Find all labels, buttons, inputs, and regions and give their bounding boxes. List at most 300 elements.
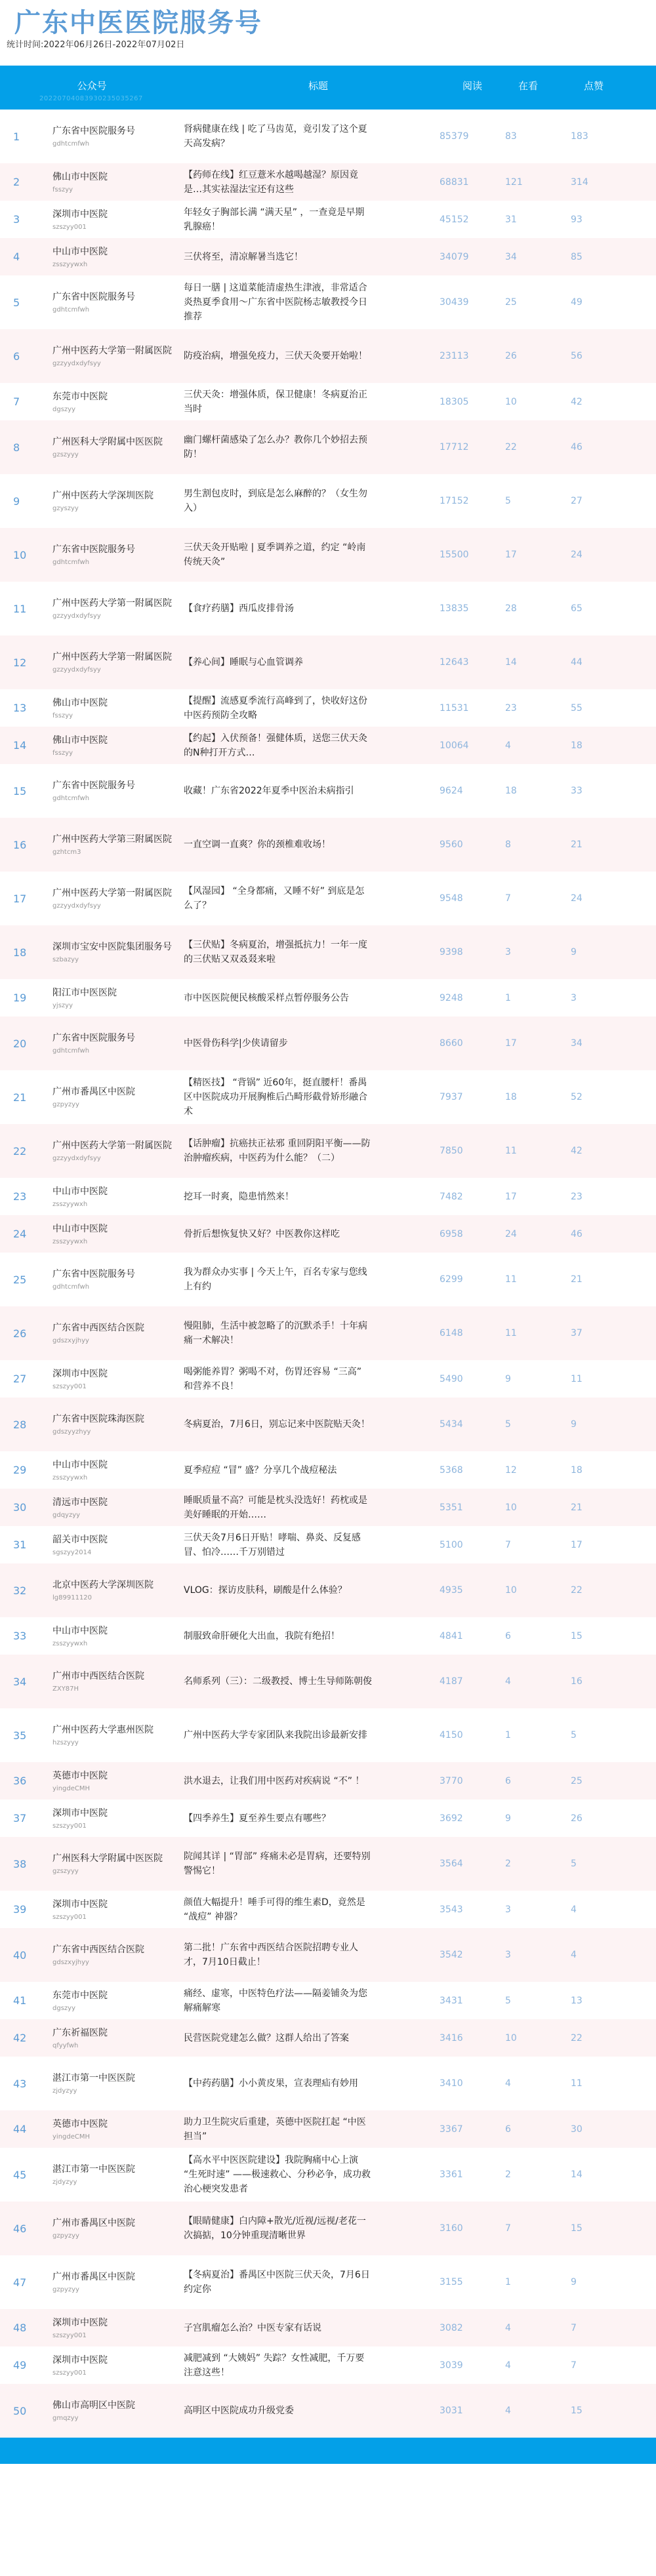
account-name[interactable]: 中山市中医院 [52, 246, 108, 257]
article-title[interactable]: 【高水平中医医院建设】我院胸痛中心上演 “生死时速” ——极速救心、分秒必争，成功救治心梗突发患者 [184, 2155, 371, 2194]
rank-number: 7 [13, 395, 20, 408]
watching-count: 10 [505, 2032, 517, 2043]
article-title[interactable]: 睡眠质量不高？可能是枕头没选好！药枕或是美好睡眠的开始…… [184, 1495, 367, 1520]
account-cell [52, 1942, 184, 1967]
rank-number: 50 [13, 2404, 27, 2417]
account-name[interactable]: 英德市中医院 [52, 1770, 108, 1781]
article-title[interactable]: 三伏将至，清凉解暑当选它！ [184, 251, 303, 262]
account-cell [52, 1458, 184, 1483]
article-title[interactable]: 防疫治病，增强免疫力，三伏天灸要开始啦！ [184, 351, 367, 361]
table-row[interactable] [0, 925, 656, 979]
article-title[interactable]: 【眼睛健康】白内障+散光/近视/远视/老花一次搞掂，10分钟重现清晰世界 [184, 2216, 366, 2241]
table-row[interactable] [0, 329, 656, 383]
account-name[interactable]: 佛山市中医院 [52, 735, 108, 746]
likes-count: 21 [571, 1274, 583, 1285]
account-name[interactable]: 佛山市中医院 [52, 171, 108, 182]
account-cell [52, 207, 184, 232]
reads-count: 30439 [440, 297, 469, 308]
reads-count: 12643 [440, 657, 469, 668]
table-row[interactable] [0, 1762, 656, 1800]
account-name[interactable]: 广州中医药大学深圳医院 [52, 491, 154, 501]
article-title[interactable]: 广州中医药大学专家团队来我院出诊最新安排 [184, 1730, 367, 1741]
reads-count: 10064 [440, 740, 469, 751]
article-title[interactable]: 中医骨伤科学|少侠请留步 [184, 1038, 288, 1049]
article-title[interactable]: 我为群众办实事 | 今天上午，百名专家与您线上有约 [184, 1267, 367, 1292]
date-range: 统计时间:2022年06月26日-2022年07月02日 [7, 40, 185, 50]
table-row[interactable] [0, 1617, 656, 1655]
account-id: gzszyyy [52, 451, 79, 458]
table-row[interactable] [0, 383, 656, 420]
rank-number: 25 [13, 1273, 27, 1286]
table-row[interactable] [0, 635, 656, 689]
likes-count: 37 [571, 1328, 583, 1338]
account-name[interactable]: 广东省中医院服务号 [52, 544, 135, 555]
column-header-watching: 在看 [518, 79, 538, 92]
article-title[interactable]: 市中医医院便民核酸采样点暂停服务公告 [184, 992, 349, 1003]
account-id: szszyy001 [52, 1822, 87, 1830]
account-id: yingdeCMH [52, 1784, 91, 1792]
rank-number: 15 [13, 784, 27, 797]
account-id: gzzyydxdyfsyy [52, 613, 101, 620]
account-name[interactable]: 广州中医药大学第一附属医院 [52, 652, 172, 662]
table-row[interactable] [0, 1016, 656, 1070]
account-id: gzpyzyy [52, 2232, 79, 2240]
likes-count: 34 [571, 1038, 583, 1049]
article-title[interactable]: 【药师在线】红豆薏米水越喝越湿？原因竟是…其实祛湿法宝还有这些 [184, 169, 358, 195]
account-name[interactable]: 广州医科大学附属中医医院 [52, 1853, 163, 1864]
reads-count: 4935 [440, 1585, 463, 1596]
table-row[interactable] [0, 1526, 656, 1563]
column-header-account: 公众号 [77, 79, 107, 92]
table-row[interactable] [0, 2019, 656, 2057]
likes-count: 55 [571, 702, 583, 714]
table-row[interactable] [0, 1360, 656, 1398]
article-title[interactable]: 幽门螺杆菌感染了怎么办？教你几个妙招去预防！ [184, 435, 367, 460]
table-row[interactable] [0, 979, 656, 1016]
article-title[interactable]: 助力卫生院灾后重建，英德中医院扛起 “中医担当” [184, 2116, 366, 2142]
account-name[interactable]: 广东省中医院服务号 [52, 292, 135, 302]
article-title[interactable]: 慢阻肺，生活中被忽略了的沉默杀手！十年病痛一术解决！ [184, 1321, 367, 1346]
likes-count: 9 [571, 1419, 577, 1430]
article-title[interactable]: 颜值大幅提升！唾手可得的维生素D，竟然是 “战痘” 神器？ [184, 1897, 365, 1922]
article-title[interactable]: 喝粥能养胃？粥喝不对，伤胃还容易 “三高” 和营养不良！ [184, 1366, 361, 1392]
table-row[interactable] [0, 1253, 656, 1306]
likes-count: 21 [571, 1502, 583, 1513]
table-row[interactable] [0, 727, 656, 764]
account-name[interactable]: 韶关市中医院 [52, 1534, 108, 1545]
table-body [0, 110, 656, 2438]
watching-count: 11 [505, 1274, 517, 1285]
account-id: zjdyzyy [52, 2179, 77, 2186]
likes-count: 46 [571, 442, 583, 453]
account-cell [52, 1988, 184, 2013]
rank-number: 9 [13, 494, 20, 508]
watching-count: 1 [505, 2277, 511, 2287]
rank-number: 37 [13, 1812, 27, 1824]
account-id: gmqzyy [52, 2415, 79, 2422]
table-row[interactable] [0, 1800, 656, 1837]
likes-count: 4 [571, 1904, 577, 1915]
table-row[interactable] [0, 163, 656, 201]
account-cell [52, 435, 184, 460]
watching-count: 31 [505, 214, 517, 225]
watching-count: 5 [505, 496, 511, 506]
account-id: gdhtcmfwh [52, 795, 90, 802]
watching-count: 4 [505, 2078, 511, 2089]
table-row[interactable] [0, 1306, 656, 1360]
rank-number: 14 [13, 739, 27, 752]
reads-count: 5368 [440, 1464, 463, 1476]
article-title[interactable]: 三伏天灸：增强体质，保卫健康！冬病夏治正当时 [184, 389, 367, 414]
rank-number: 30 [13, 1501, 27, 1514]
rank-number: 43 [13, 2077, 27, 2090]
account-name[interactable]: 广州医科大学附属中医医院 [52, 437, 163, 447]
watching-count: 1 [505, 992, 511, 1003]
page-header [0, 0, 656, 66]
watching-count: 9 [505, 1373, 511, 1384]
account-id: fsszyy [52, 712, 73, 719]
watching-count: 7 [505, 893, 511, 904]
account-name[interactable]: 佛山市中医院 [52, 697, 108, 708]
account-id: gdqyzyy [52, 1511, 81, 1519]
account-id: szszyy001 [52, 2331, 87, 2339]
article-title[interactable]: 痛经、虚寒，中医特色疗法——隔姜铺灸为您解痛解寒 [184, 1988, 367, 2013]
article-title[interactable]: 名师系列（三）：二级教授、博士生导师陈朝俊 [184, 1676, 372, 1687]
account-name[interactable]: 湛江市第一中医医院 [52, 2073, 135, 2083]
account-id: gdhtcmfwh [52, 140, 90, 148]
rank-number: 11 [13, 602, 27, 615]
reads-count: 7937 [440, 1092, 463, 1102]
account-name[interactable]: 广东祈福医院 [52, 2027, 108, 2038]
reads-count: 3039 [440, 2360, 463, 2371]
table-row[interactable] [0, 238, 656, 275]
table-row[interactable] [0, 1982, 656, 2019]
likes-count: 93 [571, 214, 583, 225]
account-name[interactable]: 佛山市高明区中医院 [52, 2400, 135, 2411]
account-name[interactable]: 中山市中医院 [52, 1459, 108, 1470]
account-cell [52, 344, 184, 369]
watching-count: 83 [505, 131, 517, 142]
account-cell [52, 1184, 184, 1209]
article-title[interactable]: 年轻女子胸部长满 “满天星” ，一查竟是早期乳腺癌！ [184, 207, 365, 232]
account-name[interactable]: 广州中医药大学第三附属医院 [52, 834, 172, 845]
rank-number: 18 [13, 946, 27, 959]
rank-number: 1 [13, 130, 20, 143]
watching-count: 4 [505, 2405, 511, 2416]
article-title[interactable]: 制服致命肝硬化大出血，我院有绝招！ [184, 1630, 340, 1641]
account-name[interactable]: 阳江市中医医院 [52, 987, 117, 998]
table-row[interactable] [0, 582, 656, 635]
watching-count: 17 [505, 550, 517, 560]
account-cell [52, 1367, 184, 1392]
watching-count: 6 [505, 2123, 511, 2135]
account-name[interactable]: 湛江市第一中医医院 [52, 2164, 135, 2175]
likes-count: 22 [571, 2032, 583, 2043]
table-row[interactable] [0, 2057, 656, 2110]
article-title[interactable]: 夏季痘痘 “冒” 盛？分享几个战痘秘法 [184, 1464, 337, 1476]
likes-count: 42 [571, 396, 583, 407]
reads-count: 7482 [440, 1191, 463, 1202]
account-id: gdhtcmfwh [52, 306, 90, 313]
rank-number: 48 [13, 2322, 27, 2334]
account-cell [52, 1769, 184, 1794]
reads-count: 5434 [440, 1419, 463, 1430]
reads-count: 8660 [440, 1038, 463, 1049]
table-row[interactable] [0, 689, 656, 727]
table-row[interactable] [0, 1489, 656, 1526]
article-title[interactable]: 【三伏贴】冬病夏治，增强抵抗力！一年一度的三伏贴又双叒叕来啦 [184, 940, 367, 965]
rank-number: 20 [13, 1037, 27, 1050]
reads-count: 9398 [440, 947, 463, 957]
reads-count: 4150 [440, 1730, 463, 1741]
likes-count: 314 [571, 176, 588, 188]
reads-count: 68831 [440, 176, 469, 188]
table-row[interactable] [0, 1928, 656, 1982]
likes-count: 24 [571, 893, 583, 904]
reads-count: 5351 [440, 1502, 463, 1513]
likes-count: 27 [571, 496, 583, 506]
watching-count: 4 [505, 2322, 511, 2333]
account-name[interactable]: 广州市番禺区中医院 [52, 2218, 135, 2228]
article-title[interactable]: 收藏！广东省2022年夏季中医治未病指引 [184, 786, 354, 796]
article-title[interactable]: 三伏天灸7月6日开贴！哮喘、鼻炎、反复感冒、怕冷……千万别错过 [184, 1532, 361, 1558]
account-name[interactable]: 深圳市宝安中医院集团服务号 [52, 942, 172, 952]
rank-number: 38 [13, 1857, 27, 1870]
article-title[interactable]: 洪水退去，让我们用中医药对疾病说 “不” ！ [184, 1775, 365, 1786]
account-name[interactable]: 广州中医药大学惠州医院 [52, 1725, 154, 1735]
likes-count: 9 [571, 2277, 577, 2287]
account-id: fsszyy [52, 749, 73, 757]
table-row[interactable] [0, 1215, 656, 1253]
likes-count: 24 [571, 550, 583, 560]
account-id: yingdeCMH [52, 2133, 91, 2141]
rank-number: 29 [13, 1464, 27, 1476]
rank-number: 17 [13, 892, 27, 905]
watching-count: 24 [505, 1228, 517, 1239]
account-id: gdszyyzhyy [52, 1428, 91, 1436]
account-name[interactable]: 广东省中医院服务号 [52, 1033, 135, 1043]
likes-count: 18 [571, 740, 583, 751]
table-row[interactable] [0, 764, 656, 818]
column-header-likes: 点赞 [583, 79, 604, 92]
rank-number: 45 [13, 2168, 27, 2181]
account-id: gzzyydxdyfsyy [52, 666, 101, 674]
article-title[interactable]: 三伏天灸开贴啦 | 夏季调养之道，约定 “岭南传统天灸” [184, 542, 366, 567]
rank-number: 44 [13, 2123, 27, 2135]
account-name[interactable]: 中山市中医院 [52, 1186, 108, 1197]
table-row[interactable] [0, 2110, 656, 2148]
account-cell [52, 1412, 184, 1437]
likes-count: 9 [571, 947, 577, 957]
footer-bar [0, 2438, 656, 2464]
reads-count: 3692 [440, 1813, 463, 1824]
account-name[interactable]: 广东省中医院服务号 [52, 1269, 135, 1279]
watching-count: 1 [505, 1730, 511, 1741]
rank-number: 8 [13, 441, 20, 454]
article-title[interactable]: 冬病夏治，7月6日，别忘记来中医院贴天灸！ [184, 1419, 370, 1430]
account-name[interactable]: 广州中医药大学第一附属医院 [52, 346, 172, 356]
reads-count: 6958 [440, 1228, 463, 1239]
article-title[interactable]: 【风湿园】 “全身都痛，又睡不好” 到底是怎么了？ [184, 886, 365, 911]
article-title[interactable]: 院闻其详 | “胃部” 疼痛未必是胃病，还要特别警惕它！ [184, 1851, 371, 1876]
account-name[interactable]: 广东省中医院珠海医院 [52, 1414, 144, 1424]
watching-count: 4 [505, 2360, 511, 2371]
account-name[interactable]: 东莞市中医院 [52, 1990, 108, 2001]
account-cell [52, 2353, 184, 2378]
watching-count: 4 [505, 740, 511, 751]
table-row[interactable] [0, 1178, 656, 1215]
account-cell [52, 940, 184, 965]
account-name[interactable]: 广州中医药大学第一附属医院 [52, 888, 172, 898]
table-row[interactable] [0, 528, 656, 582]
table-row[interactable] [0, 1124, 656, 1178]
account-name[interactable]: 深圳市中医院 [52, 2317, 108, 2328]
table-row[interactable] [0, 2346, 656, 2384]
table-row[interactable] [0, 2384, 656, 2438]
article-title[interactable]: 子宫肌瘤怎么治？中医专家有话说 [184, 2322, 321, 2333]
article-title[interactable]: 骨折后想恢复快又好？中医教你这样吃 [184, 1228, 340, 1239]
table-row[interactable] [0, 2255, 656, 2309]
table-row[interactable] [0, 1451, 656, 1489]
article-title[interactable]: 【提醒】流感夏季流行高峰到了，快收好这份中医药预防全攻略 [184, 695, 367, 721]
article-title[interactable]: 高明区中医院成功升级党委 [184, 2405, 294, 2416]
table-row[interactable] [0, 1398, 656, 1451]
account-name[interactable]: 广州市中西医结合医院 [52, 1671, 144, 1681]
article-title[interactable]: VLOG：探访皮肤科，刷酸是什么体验？ [184, 1585, 347, 1596]
account-name[interactable]: 东莞市中医院 [52, 391, 108, 402]
account-name[interactable]: 广东省中西医结合医院 [52, 1944, 144, 1955]
account-id: gzzyydxdyfsyy [52, 360, 101, 367]
article-title[interactable]: 挖耳一时爽，隐患悄然来！ [184, 1191, 294, 1202]
article-title[interactable]: 【养心间】睡眠与心血管调养 [184, 657, 303, 668]
rank-number: 31 [13, 1539, 27, 1551]
article-title[interactable]: 每日一膳 | 这道菜能清虚热生津液，非常适合炎热夏季食用～广东省中医院杨志敏教授今日推荐 [184, 283, 367, 322]
rank-number: 42 [13, 2032, 27, 2044]
account-name[interactable]: 广州市番禺区中医院 [52, 1087, 135, 1097]
reads-count: 3031 [440, 2405, 463, 2416]
article-title[interactable]: 一直空调一直爽？你的颈椎难收场！ [184, 839, 331, 850]
reads-count: 3564 [440, 1859, 463, 1869]
table-row[interactable] [0, 1708, 656, 1762]
rank-number: 32 [13, 1584, 27, 1597]
account-cell [52, 1533, 184, 1558]
likes-count: 7 [571, 2360, 577, 2371]
account-id: szszyy001 [52, 1913, 87, 1921]
reads-count: 9248 [440, 992, 463, 1003]
account-cell [52, 124, 184, 149]
reads-count: 45152 [440, 214, 469, 225]
table-row[interactable] [0, 420, 656, 474]
account-id: gdhtcmfwh [52, 1047, 90, 1055]
article-title[interactable]: 肾病健康在线 | 吃了马齿苋，竟引发了这个夏天高发病？ [184, 124, 367, 149]
article-title[interactable]: 【四季养生】夏至养生要点有哪些？ [184, 1813, 331, 1824]
account-id: gdhtcmfwh [52, 559, 90, 566]
table-row[interactable] [0, 1837, 656, 1891]
account-id: dgszyy [52, 405, 75, 413]
account-name[interactable]: 深圳市中医院 [52, 1807, 108, 1819]
article-title[interactable]: 民营医院党建怎么做？这群人给出了答案 [184, 2032, 349, 2043]
account-id: gdszxyjhyy [52, 1337, 89, 1344]
account-cell [52, 696, 184, 721]
article-title[interactable]: 减肥减到 “大姨妈” 失踪？女性减肥，千万要注意这些！ [184, 2352, 365, 2378]
account-name[interactable]: 广州市番禺区中医院 [52, 2272, 135, 2282]
account-cell [52, 1267, 184, 1292]
account-name[interactable]: 广东省中西医结合医院 [52, 1323, 144, 1333]
table-row[interactable] [0, 2148, 656, 2202]
rank-number: 24 [13, 1228, 27, 1240]
watching-count: 9 [505, 1813, 511, 1824]
likes-count: 85 [571, 251, 583, 262]
account-name[interactable]: 深圳市中医院 [52, 2354, 108, 2365]
account-name[interactable]: 深圳市中医院 [52, 209, 108, 220]
table-row[interactable] [0, 818, 656, 872]
account-cell [52, 542, 184, 567]
account-name[interactable]: 深圳市中医院 [52, 1368, 108, 1379]
table-row[interactable] [0, 1891, 656, 1928]
account-name[interactable]: 广州中医药大学第一附属医院 [52, 1140, 172, 1151]
article-title[interactable]: 男生割包皮时，到底是怎么麻醉的？（女生勿入） [184, 489, 367, 513]
watching-count: 2 [505, 1859, 511, 1869]
account-cell [52, 1624, 184, 1649]
table-row[interactable] [0, 201, 656, 238]
reads-count: 6299 [440, 1274, 463, 1285]
account-cell [52, 832, 184, 857]
watching-count: 3 [505, 1950, 511, 1960]
article-title[interactable]: 【冬病夏治】番禺区中医院三伏天灸，7月6日约定你 [184, 2270, 370, 2295]
article-title[interactable]: 【约起】入伏预备！强健体质，送您三伏天灸的N种打开方式… [184, 733, 367, 758]
article-title[interactable]: 【精医技】 “背锅” 近60年，挺直腰杆！番禺区中医院成功开展胸椎后凸畸形截骨矫形融合术 [184, 1077, 367, 1117]
account-name[interactable]: 中山市中医院 [52, 1223, 108, 1234]
reads-count: 85379 [440, 131, 469, 142]
account-name[interactable]: 广州中医药大学第一附属医院 [52, 598, 172, 609]
account-name[interactable]: 中山市中医院 [52, 1625, 108, 1636]
table-row[interactable] [0, 2202, 656, 2255]
account-id: zsszyywxh [52, 1200, 88, 1208]
article-title[interactable]: 【食疗药膳】西瓜皮排骨汤 [184, 603, 294, 614]
account-name[interactable]: 广东省中医院服务号 [52, 780, 135, 791]
table-row[interactable] [0, 1070, 656, 1124]
table-row[interactable] [0, 474, 656, 528]
table-row[interactable] [0, 2309, 656, 2346]
reads-count: 9548 [440, 893, 463, 904]
account-name[interactable]: 英德市中医院 [52, 2118, 108, 2129]
account-id: gdszxyjhyy [52, 1959, 89, 1966]
article-title[interactable]: 第二批！广东省中西医结合医院招聘专业人才，7月10日截止！ [184, 1942, 358, 1967]
rank-number: 46 [13, 2222, 27, 2235]
table-row[interactable] [0, 275, 656, 329]
likes-count: 21 [571, 839, 583, 850]
table-header [0, 66, 656, 110]
likes-count: 65 [571, 603, 583, 614]
reads-count: 3416 [440, 2032, 463, 2043]
reads-count: 3543 [440, 1904, 463, 1915]
watching-count: 3 [505, 947, 511, 957]
account-cell [52, 1897, 184, 1922]
account-name[interactable]: 清远市中医院 [52, 1497, 108, 1508]
article-title[interactable]: 【话肿瘤】抗癌扶正祛邪 重回阴阳平衡——防治肿瘤疾病，中医药为什么能？（二） [184, 1138, 371, 1163]
table-row[interactable] [0, 1563, 656, 1617]
account-name[interactable]: 北京中医药大学深圳医院 [52, 1580, 154, 1590]
account-cell [52, 1495, 184, 1520]
table-row[interactable] [0, 872, 656, 925]
account-name[interactable]: 深圳市中医院 [52, 1899, 108, 1910]
account-name[interactable]: 广东省中医院服务号 [52, 126, 135, 136]
table-row[interactable] [0, 1655, 656, 1708]
account-id: gzzyydxdyfsyy [52, 1155, 101, 1162]
article-title[interactable]: 【中药药膳】小小黄皮果，宣表理疝有妙用 [184, 2078, 358, 2089]
watching-count: 18 [505, 786, 517, 796]
table-row[interactable] [0, 110, 656, 163]
